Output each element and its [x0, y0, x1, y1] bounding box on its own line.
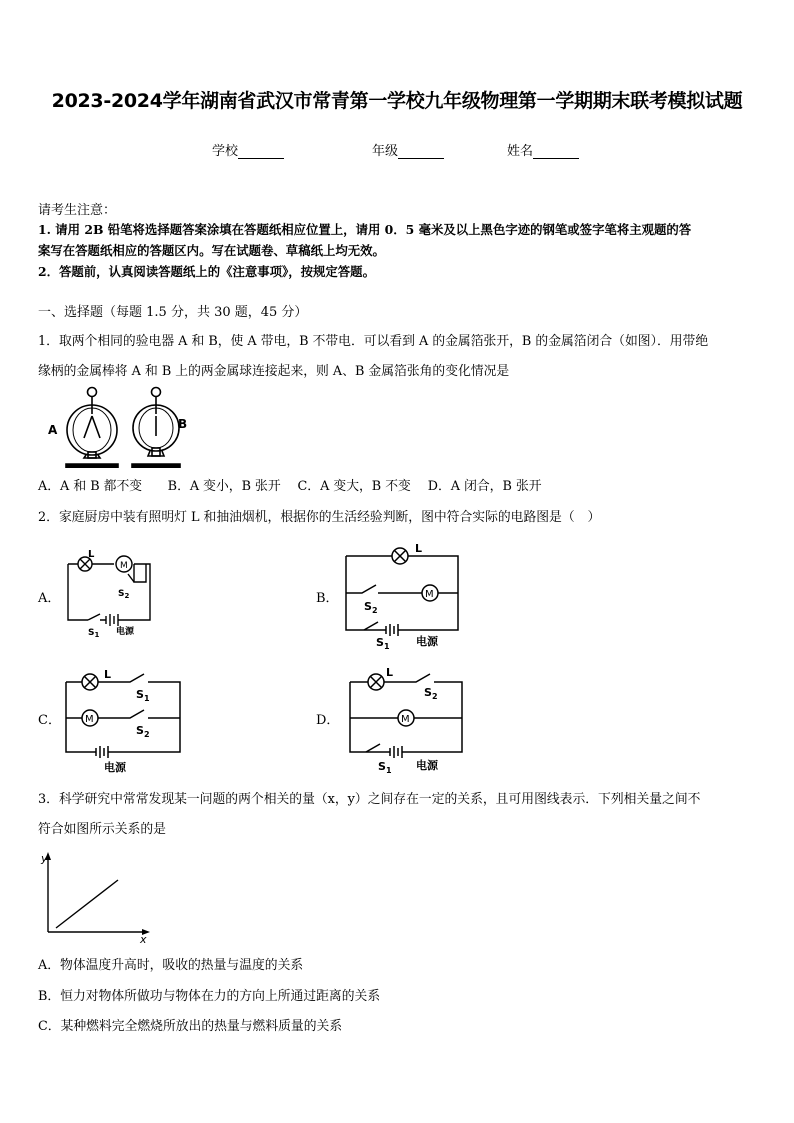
circuit-d: [344, 666, 469, 778]
q2-stem: 2．家庭厨房中装有照明灯 L 和抽油烟机，根据你的生活经验判断，图中符合实际的电路图是（ ）: [38, 510, 601, 525]
circuit-b: [340, 538, 465, 650]
circuit-c-lamp-label: L: [104, 668, 112, 681]
q2-option-b-label: B．: [316, 591, 339, 606]
q3-graph: [36, 848, 156, 944]
circuit-a-s1: $S_1$: [88, 628, 100, 639]
notice-item1-line2: 案写在答题纸相应的答题区内。写在试题卷、草稿纸上均无效。: [38, 243, 385, 258]
circuit-d-motor: M: [401, 714, 410, 725]
circuit-a-motor: M: [120, 561, 128, 571]
name-label: 姓名: [507, 144, 534, 159]
circuit-c-s2: $S_2$: [136, 724, 150, 739]
axis-x-label: x: [140, 933, 147, 944]
circuit-c-s1: $S_1$: [136, 688, 150, 703]
q3-stem-line2: 符合如图所示关系的是: [38, 822, 166, 837]
q2-option-a-label: A．: [38, 591, 61, 606]
q3-option-a: A．物体温度升高时，吸收的热量与温度的关系: [38, 958, 304, 973]
name-field: [507, 140, 579, 159]
q3-graph-line: [56, 880, 118, 928]
circuit-d-s1: $S_1$: [378, 760, 392, 775]
circuit-a-power: 电源: [116, 627, 135, 637]
section-heading: 一、选择题（每题 1.5 分，共 30 题，45 分）: [38, 305, 308, 320]
circuit-b-s2: $S_2$: [364, 600, 378, 615]
notice-item1-line1: 1. 请用 2B 铅笔将选择题答案涂填在答题纸相应位置上，请用 0．5 毫米及以上黑色字迹的钢笔或签字笔将主观题的答: [38, 222, 692, 237]
school-field: [212, 140, 284, 159]
grade-label: 年级: [372, 144, 399, 159]
circuit-d-lamp-label: L: [386, 666, 394, 679]
electroscope-a: [66, 388, 118, 469]
q2-option-c-label: C．: [38, 713, 61, 728]
electroscope-figure: [44, 386, 204, 468]
electroscope-a-label: A: [48, 423, 58, 437]
circuit-a-lamp-label: L: [88, 549, 95, 560]
circuit-b-motor: M: [425, 589, 434, 600]
page-title: 2023-2024学年湖南省武汉市常青第一学校九年级物理第一学期期末联考模拟试题: [51, 90, 743, 112]
q1-options: A．A 和 B 都不变 B．A 变小，B 张开 C．A 变大，B 不变 D．A 闭合，B 张开: [38, 479, 542, 494]
electroscope-b-label: B: [178, 417, 188, 431]
circuit-c-motor: M: [85, 714, 94, 725]
name-blank: [533, 144, 579, 159]
notice-heading: 请考生注意：: [38, 203, 117, 218]
circuit-c: [60, 668, 185, 776]
circuit-a: [62, 548, 162, 640]
q1-stem-line1: 1．取两个相同的验电器 A 和 B，使 A 带电，B 不带电．可以看到 A 的金属箔张开，B 的金属箔闭合（如图）．用带绝: [38, 334, 709, 349]
axis-y-label: y: [41, 852, 48, 865]
circuit-b-power: 电源: [416, 635, 438, 648]
grade-field: [372, 140, 444, 159]
q2-option-d-label: D．: [316, 713, 340, 728]
school-blank: [238, 144, 284, 159]
school-label: 学校: [212, 144, 239, 159]
circuit-b-lamp-label: L: [415, 542, 423, 555]
q3-option-c: C．某种燃料完全燃烧所放出的热量与燃料质量的关系: [38, 1019, 343, 1034]
circuit-d-s2: $S_2$: [424, 686, 438, 701]
circuit-d-power: 电源: [416, 759, 438, 772]
q1-stem-line2: 缘柄的金属棒将 A 和 B 上的两金属球连接起来，则 A、B 金属箔张角的变化情况是: [38, 364, 510, 379]
circuit-c-power: 电源: [104, 761, 126, 774]
notice-item2: 2．答题前，认真阅读答题纸上的《注意事项》，按规定答题。: [38, 264, 375, 279]
q3-option-b: B．恒力对物体所做功与物体在力的方向上所通过距离的关系: [38, 989, 381, 1004]
electroscope-b: [132, 388, 180, 469]
grade-blank: [398, 144, 444, 159]
circuit-b-s1: $S_1$: [376, 636, 390, 650]
q3-stem-line1: 3．科学研究中常常发现某一问题的两个相关的量（x，y）之间存在一定的关系，且可用图线表示．下列相关量之间不: [38, 792, 701, 807]
circuit-a-s2: $S_2$: [118, 589, 130, 600]
